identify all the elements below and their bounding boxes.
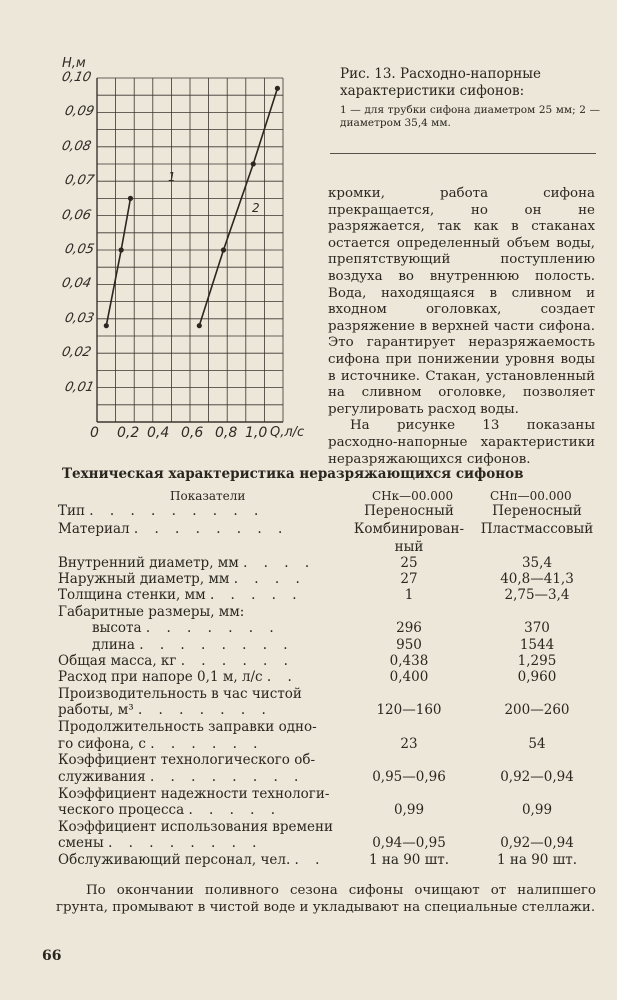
value-snp: 370	[524, 620, 550, 636]
row-label: Тип . . . . . . . . .	[58, 503, 265, 519]
curve-1-point	[129, 197, 133, 201]
y-tick-label: 0,04	[60, 276, 93, 292]
row-label: Коэффициент надежности технологи-	[58, 786, 330, 802]
curve-1	[106, 198, 130, 325]
table-row	[58, 702, 613, 718]
y-tick-label: 0,10	[60, 70, 93, 85]
value-snp: 0,92—0,94	[500, 769, 574, 785]
row-label: ческого процесса . . . . .	[58, 802, 282, 818]
table-row	[58, 653, 613, 669]
table-row	[58, 819, 613, 835]
curve-2-point	[198, 324, 202, 328]
curve-label-1: 1	[168, 170, 176, 184]
value-snk: 0,400	[389, 669, 429, 685]
y-tick-label: 0,01	[63, 379, 96, 395]
x-tick-label: 1,0	[245, 425, 268, 441]
x-tick-label: 0	[90, 425, 99, 441]
value-snk: 296	[396, 620, 422, 636]
table-row	[58, 736, 613, 752]
table-header-indicators: Показатели	[170, 489, 246, 503]
y-tick-label: 0,09	[63, 104, 96, 120]
curve-2-point	[222, 248, 226, 252]
row-label: Габаритные размеры, мм:	[58, 604, 245, 620]
figure-caption-legend: 1 — для трубки сифона диаметром 25 мм; 2 — диаметром 35,4 мм.	[340, 104, 600, 129]
value-snk: Переносный	[364, 503, 454, 519]
table-row	[58, 802, 613, 818]
y-tick-label: 0,03	[63, 310, 96, 326]
table-row	[58, 620, 613, 636]
page-number: 66	[42, 948, 62, 964]
value-snk: 23	[400, 736, 418, 752]
row-label: Расход при напоре 0,1 м, л/с . .	[58, 669, 298, 685]
curve-label-2: 2	[252, 201, 260, 215]
value-snk: 25	[400, 555, 418, 571]
value-snp: Переносный	[492, 503, 582, 519]
table-row	[58, 555, 613, 571]
x-tick-label: 0,2	[117, 425, 140, 441]
value-snk: 0,94—0,95	[372, 835, 446, 851]
value-snp: 54	[528, 736, 546, 752]
value-snk: ный	[394, 539, 424, 555]
table-row	[58, 752, 613, 768]
row-label: Общая масса, кг . . . . . .	[58, 653, 294, 669]
value-snk: 0,438	[389, 653, 429, 669]
table-row	[58, 669, 613, 685]
table-row	[58, 719, 613, 735]
value-snk: 0,99	[393, 802, 425, 818]
value-snp: 2,75—3,4	[504, 587, 570, 603]
caption-divider	[330, 153, 596, 154]
row-label: го сифона, с . . . . . .	[58, 736, 264, 752]
row-label: служивания . . . . . . . .	[58, 769, 305, 785]
y-axis-title: Н,м	[62, 56, 86, 71]
table-row	[58, 571, 613, 587]
value-snp: 200—260	[504, 702, 570, 718]
curve-2-point	[251, 162, 255, 166]
curve-2-point	[276, 87, 280, 91]
value-snk: 120—160	[376, 702, 442, 718]
table-row	[58, 587, 613, 603]
value-snp: 1 на 90 шт.	[497, 852, 577, 868]
y-tick-label: 0,02	[60, 345, 93, 361]
table-title: Техническая характеристика неразряжающихся сифонов	[62, 466, 524, 482]
paragraph-1: кромки, работа сифона прекращается, но он не разряжается, так как в стаканах остается определенный объем воды, препятствующий поступлению воздуха во внутреннюю полость. Вода, находящаяся в сливном и входном оголовках, создает разряжение в верхней части сифона. Это гарантирует неразряжаемость сифона при понижении уровня воды в источнике. Стакан, установленный на сливном оголовке, позволяет регулировать расход воды.	[328, 186, 595, 417]
paragraph-2: На рисунке 13 показаны расходно-напорные характеристики неразряжающихся сифонов.	[328, 418, 595, 467]
value-snp: 1544	[519, 637, 555, 653]
closing-paragraph	[56, 882, 596, 916]
row-label: Наружный диаметр, мм . . . .	[58, 571, 306, 587]
value-snk: 950	[396, 637, 422, 653]
row-label: Продолжительность заправки одно-	[58, 719, 317, 735]
table-row	[58, 637, 613, 653]
row-label: высота . . . . . . .	[92, 620, 280, 636]
value-snp: 1,295	[517, 653, 557, 669]
row-label: Обслуживающий персонал, чел. . .	[58, 852, 326, 868]
x-axis-title: Q,л/с	[270, 425, 305, 440]
x-tick-label: 0,6	[181, 425, 204, 441]
value-snp: 0,960	[517, 669, 557, 685]
figure-caption-title: Рис. 13. Расходно-напорные характеристики сифонов:	[340, 66, 541, 99]
row-label: Коэффициент технологического об-	[58, 752, 316, 768]
value-snp: 0,92—0,94	[500, 835, 574, 851]
curve-1-point	[119, 248, 123, 252]
value-snk: Комбинирован-	[353, 521, 465, 537]
chart-grid	[0, 0, 330, 460]
value-snk: 27	[400, 571, 418, 587]
table-row	[58, 604, 613, 620]
table-row	[58, 686, 613, 702]
row-label: Внутренний диаметр, мм . . . .	[58, 555, 316, 571]
row-label: длина . . . . . . . .	[92, 637, 294, 653]
row-label: Толщина стенки, мм . . . . .	[58, 587, 303, 603]
table-row	[58, 852, 613, 868]
table-row	[58, 835, 613, 851]
y-tick-label: 0,06	[60, 207, 93, 223]
closing-paragraph-text: По окончании поливного сезона сифоны очищают от налипшего грунта, промывают в чистой воде и укладывают на специальные стеллажи.	[56, 883, 596, 915]
x-tick-label: 0,8	[215, 425, 238, 441]
table-row	[58, 786, 613, 802]
value-snk: 1	[404, 587, 414, 603]
curve-2	[199, 88, 277, 325]
table-row	[58, 769, 613, 785]
table-row	[58, 539, 613, 555]
value-snk: 0,95—0,96	[372, 769, 446, 785]
y-tick-label: 0,08	[60, 138, 93, 154]
body-text	[328, 186, 595, 468]
y-tick-label: 0,07	[63, 173, 96, 189]
value-snp: Пластмассовый	[480, 521, 594, 537]
discharge-head-chart	[0, 0, 330, 460]
row-label: работы, м³ . . . . . . .	[58, 702, 272, 718]
table-header-snk: СНк—00.000	[372, 489, 454, 503]
curve-1-point	[105, 324, 109, 328]
y-tick-label: 0,05	[63, 242, 96, 257]
row-label: Коэффициент использования времени	[58, 819, 333, 835]
table-row	[58, 503, 613, 519]
row-label: Производительность в час чистой	[58, 686, 302, 702]
row-label: Материал . . . . . . . .	[58, 521, 289, 537]
value-snp: 40,8—41,3	[500, 571, 574, 587]
table-row	[58, 521, 613, 537]
value-snp: 0,99	[521, 802, 553, 818]
value-snk: 1 на 90 шт.	[369, 852, 449, 868]
row-label: смены . . . . . . . .	[58, 835, 263, 851]
value-snp: 35,4	[521, 555, 553, 571]
x-tick-label: 0,4	[147, 425, 170, 441]
table-header-snp: СНп—00.000	[490, 489, 572, 503]
